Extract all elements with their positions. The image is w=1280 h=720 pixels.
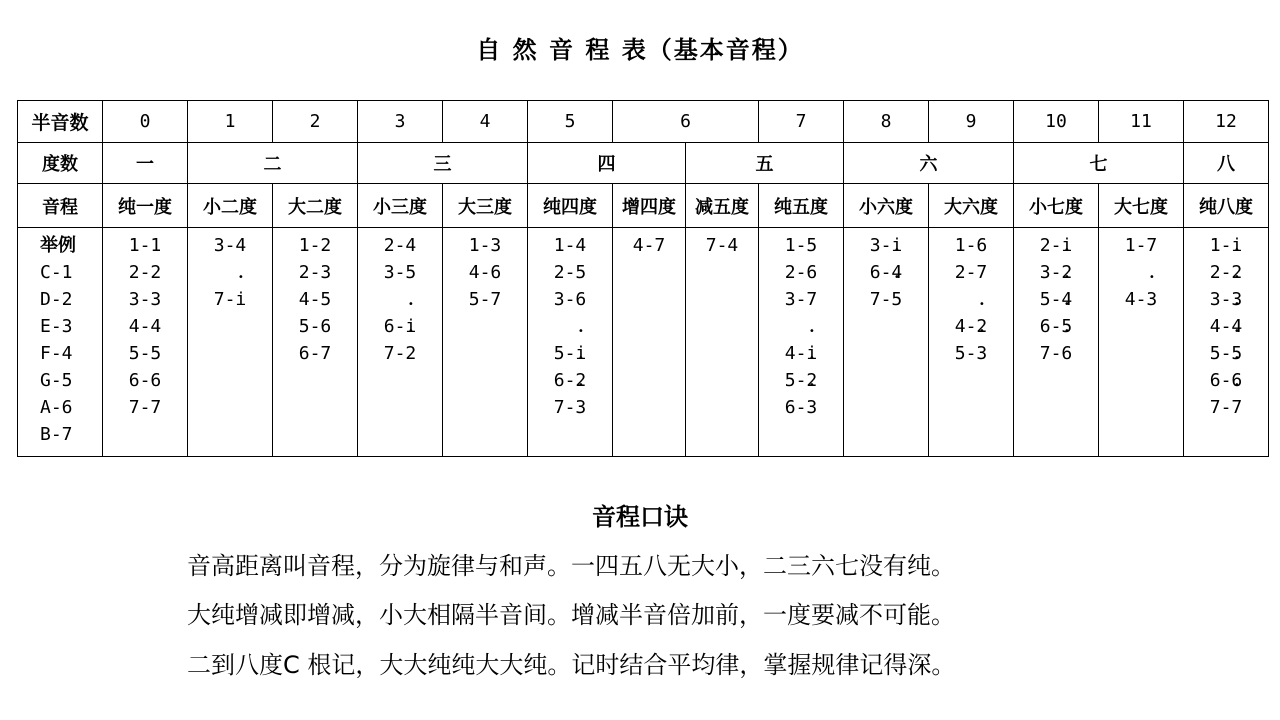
example-interval xyxy=(686,232,758,259)
note-high-octave: • 2 xyxy=(976,313,987,340)
example-cell xyxy=(844,228,929,457)
note-high-octave: • 3 xyxy=(1146,286,1157,313)
note-lower: 6- xyxy=(298,343,321,364)
note-upper: 3 xyxy=(320,262,332,283)
note-high-octave: • 7 xyxy=(1231,394,1242,421)
note-upper: 6 xyxy=(320,316,332,337)
example-interval xyxy=(844,259,928,286)
note-lower: 1- xyxy=(468,235,491,256)
example-interval xyxy=(103,313,187,340)
note-lower: 3- xyxy=(784,289,807,310)
example-interval xyxy=(1099,286,1183,313)
example-interval xyxy=(528,340,612,367)
example-interval xyxy=(273,340,357,367)
example-interval xyxy=(759,259,843,286)
example-label: A-6 xyxy=(40,397,73,418)
example-interval xyxy=(188,259,272,286)
poem-title: 音程口诀 xyxy=(592,503,688,531)
note-high-octave: • i xyxy=(891,232,902,259)
example-interval xyxy=(613,232,685,259)
note-upper: 6 xyxy=(150,370,162,391)
examples-row xyxy=(18,228,1269,457)
example-interval xyxy=(1184,232,1268,259)
degree-cell: 一 xyxy=(103,143,188,184)
example-interval xyxy=(929,313,1013,340)
example-interval xyxy=(1184,394,1268,421)
semitone-cell: 4 xyxy=(443,101,528,143)
semitone-cell: 6 xyxy=(613,101,759,143)
note-upper: 2 xyxy=(150,262,162,283)
note-lower: 6- xyxy=(383,316,406,337)
interval-row xyxy=(18,184,1269,228)
note-lower: 4- xyxy=(128,316,151,337)
note-lower: 2- xyxy=(383,235,406,256)
example-interval xyxy=(1184,313,1268,340)
note-lower: 6- xyxy=(1209,370,1232,391)
example-interval xyxy=(929,340,1013,367)
note-lower: 4- xyxy=(632,235,655,256)
row-label: 半音数 xyxy=(18,101,103,143)
degree-cell: 六 xyxy=(844,143,1014,184)
semitone-row xyxy=(18,101,1269,143)
note-lower: 2- xyxy=(784,262,807,283)
note-upper: 7 xyxy=(806,289,818,310)
note-high-octave: • 2 xyxy=(1061,259,1072,286)
note-lower: 6- xyxy=(553,370,576,391)
example-interval xyxy=(273,259,357,286)
note-upper: 4 xyxy=(235,235,247,256)
note-high-octave: • 6 xyxy=(1231,367,1242,394)
interval-name-cell: 大六度 xyxy=(929,184,1014,228)
semitone-cell: 7 xyxy=(759,101,844,143)
example-cell xyxy=(188,228,273,457)
example-interval xyxy=(188,286,272,313)
example-cell xyxy=(1014,228,1099,457)
page-title: 自 然 音 程 表（基本音程） xyxy=(476,36,804,64)
note-upper: 5 xyxy=(806,235,818,256)
note-high-octave: • 4 xyxy=(727,232,738,259)
note-lower: 6- xyxy=(1039,316,1062,337)
note-lower: 7- xyxy=(1039,343,1062,364)
note-lower: 7- xyxy=(383,343,406,364)
example-label: F-4 xyxy=(40,343,73,364)
note-upper: 7 xyxy=(320,343,332,364)
example-interval xyxy=(528,259,612,286)
example-interval xyxy=(1014,232,1098,259)
semitone-cell: 0 xyxy=(103,101,188,143)
example-cell xyxy=(103,228,188,457)
interval-name-cell: 大二度 xyxy=(273,184,358,228)
poem-line: 大纯增减即增减，小大相隔半音间。增减半音倍加前，一度要减不可能。 xyxy=(187,601,955,629)
interval-name-cell: 小七度 xyxy=(1014,184,1099,228)
example-interval xyxy=(103,367,187,394)
example-interval xyxy=(273,286,357,313)
example-interval xyxy=(759,394,843,421)
example-label: E-3 xyxy=(40,316,73,337)
note-lower: 5- xyxy=(298,316,321,337)
example-cell xyxy=(929,228,1014,457)
example-cell xyxy=(443,228,528,457)
examples-label-cell xyxy=(18,228,103,457)
example-cell xyxy=(759,228,844,457)
example-interval xyxy=(929,259,1013,286)
note-upper: 5 xyxy=(575,262,587,283)
interval-name-cell: 纯八度 xyxy=(1184,184,1269,228)
interval-name-cell: 小二度 xyxy=(188,184,273,228)
note-lower: 6- xyxy=(128,370,151,391)
semitone-cell: 10 xyxy=(1014,101,1099,143)
note-high-octave: • 2 xyxy=(1231,259,1242,286)
note-lower: 3- xyxy=(128,289,151,310)
note-upper: 6 xyxy=(806,262,818,283)
example-label: D-2 xyxy=(40,289,73,310)
note-upper: 5 xyxy=(405,262,417,283)
interval-name-cell: 大七度 xyxy=(1099,184,1184,228)
note-high-octave: • i xyxy=(235,286,246,313)
note-high-octave: • i xyxy=(405,313,416,340)
note-lower: 5- xyxy=(1209,343,1232,364)
note-upper: 3 xyxy=(490,235,502,256)
note-lower: 7- xyxy=(1209,397,1232,418)
example-interval xyxy=(358,286,442,313)
example-interval xyxy=(759,340,843,367)
example-interval xyxy=(759,367,843,394)
note-lower: 5- xyxy=(954,343,977,364)
note-lower: 4- xyxy=(1209,316,1232,337)
note-lower: 6- xyxy=(784,397,807,418)
example-cell xyxy=(528,228,613,457)
note-high-octave: • 3 xyxy=(1231,286,1242,313)
note-lower: 1- xyxy=(784,235,807,256)
note-upper: 1 xyxy=(150,235,162,256)
note-upper: 2 xyxy=(320,235,332,256)
example-interval xyxy=(188,232,272,259)
example-interval xyxy=(1184,259,1268,286)
example-interval xyxy=(1184,340,1268,367)
note-lower: 3- xyxy=(553,289,576,310)
interval-name-cell: 减五度 xyxy=(686,184,759,228)
note-lower: 3- xyxy=(383,262,406,283)
example-interval xyxy=(528,313,612,340)
note-lower: 5- xyxy=(553,343,576,364)
note-lower: 2- xyxy=(1209,262,1232,283)
semitone-cell: 1 xyxy=(188,101,273,143)
note-high-octave: • 4 xyxy=(1061,286,1072,313)
example-interval xyxy=(759,232,843,259)
example-interval xyxy=(528,286,612,313)
note-lower: 3- xyxy=(1209,289,1232,310)
note-lower: 1- xyxy=(954,235,977,256)
example-interval xyxy=(528,367,612,394)
note-lower: 2- xyxy=(298,262,321,283)
example-interval xyxy=(1014,286,1098,313)
note-lower: 3- xyxy=(869,235,892,256)
interval-name-cell: 增四度 xyxy=(613,184,686,228)
note-lower: 7- xyxy=(213,289,236,310)
note-lower: 7- xyxy=(553,397,576,418)
example-interval xyxy=(358,259,442,286)
interval-name-cell: 小三度 xyxy=(358,184,443,228)
example-interval xyxy=(1184,367,1268,394)
example-interval xyxy=(358,232,442,259)
note-upper: 7 xyxy=(490,289,502,310)
semitone-cell: 12 xyxy=(1184,101,1269,143)
note-high-octave: • 3 xyxy=(806,394,817,421)
example-label: B-7 xyxy=(40,424,73,445)
semitone-cell: 8 xyxy=(844,101,929,143)
example-interval xyxy=(103,340,187,367)
example-interval xyxy=(1014,313,1098,340)
example-interval xyxy=(103,394,187,421)
semitone-cell: 2 xyxy=(273,101,358,143)
note-high-octave: • i xyxy=(1061,232,1072,259)
example-label: C-1 xyxy=(40,262,73,283)
example-interval xyxy=(443,286,527,313)
note-high-octave: • i xyxy=(575,340,586,367)
note-lower: 7- xyxy=(705,235,728,256)
example-interval xyxy=(1099,259,1183,286)
example-interval xyxy=(929,286,1013,313)
example-interval xyxy=(759,313,843,340)
note-lower: 1- xyxy=(1209,235,1232,256)
example-interval xyxy=(103,259,187,286)
interval-name-cell: 纯四度 xyxy=(528,184,613,228)
note-upper: 6 xyxy=(575,289,587,310)
note-lower: 1- xyxy=(128,235,151,256)
example-cell xyxy=(1099,228,1184,457)
note-high-octave: • 4 xyxy=(1231,313,1242,340)
note-lower: 7- xyxy=(869,289,892,310)
example-label: 举例 xyxy=(40,235,76,256)
example-interval xyxy=(1014,259,1098,286)
note-lower: 2- xyxy=(128,262,151,283)
note-upper: 4 xyxy=(575,235,587,256)
example-interval xyxy=(103,232,187,259)
example-interval xyxy=(443,232,527,259)
poem-line: 二到八度C 根记，大大纯纯大大纯。记时结合平均律，掌握规律记得深。 xyxy=(187,651,956,679)
note-lower: 4- xyxy=(954,316,977,337)
semitone-cell: 3 xyxy=(358,101,443,143)
example-interval xyxy=(528,394,612,421)
row-label: 度数 xyxy=(18,143,103,184)
note-upper: 5 xyxy=(150,343,162,364)
note-lower: 6- xyxy=(869,262,892,283)
semitone-cell: 5 xyxy=(528,101,613,143)
note-upper: 4 xyxy=(150,316,162,337)
note-lower: 1- xyxy=(1124,235,1147,256)
example-interval xyxy=(528,232,612,259)
note-lower: 7- xyxy=(128,397,151,418)
note-upper: 4 xyxy=(405,235,417,256)
note-high-octave: • 5 xyxy=(1061,313,1072,340)
example-label: G-5 xyxy=(40,370,73,391)
example-interval xyxy=(1099,232,1183,259)
note-upper: 3 xyxy=(150,289,162,310)
degree-cell: 二 xyxy=(188,143,358,184)
note-lower: 5- xyxy=(128,343,151,364)
example-interval xyxy=(103,286,187,313)
note-upper: 7 xyxy=(976,262,988,283)
note-high-octave: • i xyxy=(1231,232,1242,259)
degree-cell: 四 xyxy=(528,143,686,184)
example-interval xyxy=(443,259,527,286)
note-high-octave: • 5 xyxy=(891,286,902,313)
note-upper: 6 xyxy=(976,235,988,256)
note-lower: 4- xyxy=(468,262,491,283)
note-upper: 5 xyxy=(320,289,332,310)
example-interval xyxy=(844,232,928,259)
example-cell xyxy=(358,228,443,457)
note-lower: 2- xyxy=(954,262,977,283)
interval-name-cell: 纯一度 xyxy=(103,184,188,228)
interval-name-cell: 大三度 xyxy=(443,184,528,228)
interval-name-cell: 纯五度 xyxy=(759,184,844,228)
note-high-octave: • 6 xyxy=(1061,340,1072,367)
semitone-cell: 11 xyxy=(1099,101,1184,143)
degree-cell: 七 xyxy=(1014,143,1184,184)
example-interval xyxy=(273,313,357,340)
note-high-octave: • 3 xyxy=(575,394,586,421)
example-interval xyxy=(358,340,442,367)
note-high-octave: • 2 xyxy=(806,367,817,394)
note-high-octave: • 5 xyxy=(1231,340,1242,367)
poem-line: 音高距离叫音程，分为旋律与和声。一四五八无大小，二三六七没有纯。 xyxy=(187,552,955,580)
example-cell xyxy=(273,228,358,457)
degree-cell: 八 xyxy=(1184,143,1269,184)
example-cell xyxy=(613,228,686,457)
note-high-octave: • 4 xyxy=(891,259,902,286)
degree-cell: 三 xyxy=(358,143,528,184)
note-high-octave: • 2 xyxy=(405,340,416,367)
note-high-octave: • 3 xyxy=(976,340,987,367)
note-lower: 4- xyxy=(1124,289,1147,310)
note-high-octave: • 2 xyxy=(575,367,586,394)
example-interval xyxy=(759,286,843,313)
note-upper: 6 xyxy=(490,262,502,283)
note-lower: 4- xyxy=(298,289,321,310)
note-lower: 5- xyxy=(1039,289,1062,310)
note-lower: 1- xyxy=(298,235,321,256)
row-label: 音程 xyxy=(18,184,103,228)
note-high-octave: • i xyxy=(806,340,817,367)
example-interval xyxy=(844,286,928,313)
note-upper: 7 xyxy=(150,397,162,418)
degree-cell: 五 xyxy=(686,143,844,184)
example-interval xyxy=(1184,286,1268,313)
example-interval xyxy=(929,232,1013,259)
note-lower: 5- xyxy=(468,289,491,310)
example-cell xyxy=(686,228,759,457)
note-lower: 3- xyxy=(1039,262,1062,283)
interval-name-cell: 小六度 xyxy=(844,184,929,228)
example-interval xyxy=(273,232,357,259)
semitone-cell: 9 xyxy=(929,101,1014,143)
note-lower: 2- xyxy=(1039,235,1062,256)
example-interval xyxy=(358,313,442,340)
note-lower: 2- xyxy=(553,262,576,283)
note-lower: 4- xyxy=(784,343,807,364)
degree-row xyxy=(18,143,1269,184)
example-cell xyxy=(1184,228,1269,457)
note-upper: 7 xyxy=(654,235,666,256)
note-lower: 3- xyxy=(213,235,236,256)
interval-table xyxy=(17,100,1269,457)
note-upper: 7 xyxy=(1146,235,1158,256)
note-lower: 1- xyxy=(553,235,576,256)
note-lower: 5- xyxy=(784,370,807,391)
example-interval xyxy=(1014,340,1098,367)
